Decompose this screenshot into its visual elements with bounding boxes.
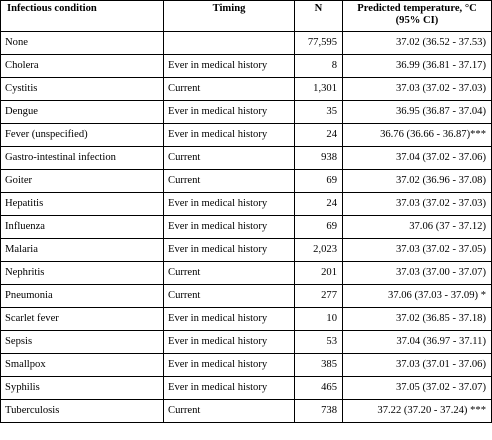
cell-condition: Gastro-intestinal infection [1,147,164,170]
table-row [1,331,492,354]
cell-timing: Current [164,285,295,308]
cell-timing: Ever in medical history [164,354,295,377]
cell-n: 35 [295,101,343,124]
cell-n: 69 [295,216,343,239]
cell-n: 1,301 [295,78,343,101]
table-row [1,400,492,423]
cell-n: 10 [295,308,343,331]
table-row [1,124,492,147]
cell-predicted: 37.03 (37.01 - 37.06) [343,354,492,377]
cell-n: 277 [295,285,343,308]
cell-condition: Tuberculosis [1,400,164,423]
cell-condition: Scarlet fever [1,308,164,331]
cell-timing: Ever in medical history [164,308,295,331]
cell-predicted: 37.03 (37.02 - 37.05) [343,239,492,262]
cell-n: 8 [295,55,343,78]
header-predicted-line1: Predicted temperature, °C [357,3,477,14]
cell-timing: Current [164,400,295,423]
header-n: N [295,1,343,32]
cell-predicted: 37.06 (37 - 37.12) [343,216,492,239]
header-infectious-condition: Infectious condition [1,1,164,32]
cell-timing: Current [164,262,295,285]
cell-n: 938 [295,147,343,170]
table-row [1,147,492,170]
cell-condition: Fever (unspecified) [1,124,164,147]
table-row [1,78,492,101]
table-row [1,285,492,308]
table-row [1,377,492,400]
table-row [1,262,492,285]
cell-predicted: 37.03 (37.02 - 37.03) [343,78,492,101]
cell-n: 24 [295,124,343,147]
cell-timing: Current [164,147,295,170]
cell-n: 69 [295,170,343,193]
cell-predicted: 37.04 (36.97 - 37.11) [343,331,492,354]
cell-predicted: 37.02 (36.85 - 37.18) [343,308,492,331]
table-row [1,216,492,239]
table-row [1,193,492,216]
cell-predicted: 37.05 (37.02 - 37.07) [343,377,492,400]
cell-timing: Ever in medical history [164,377,295,400]
cell-n: 77,595 [295,32,343,55]
cell-predicted: 36.76 (36.66 - 36.87)*** [343,124,492,147]
cell-condition: None [1,32,164,55]
cell-timing: Ever in medical history [164,216,295,239]
header-predicted-line2: (95% CI) [395,15,439,26]
table-body [1,32,492,423]
cell-condition: Sepsis [1,331,164,354]
cell-condition: Pneumonia [1,285,164,308]
header-timing: Timing [164,1,295,32]
table-row [1,170,492,193]
cell-condition: Nephritis [1,262,164,285]
table-header-row [1,1,492,32]
header-predicted-temperature [343,1,492,32]
cell-predicted: 37.03 (37.00 - 37.07) [343,262,492,285]
cell-predicted: 36.99 (36.81 - 37.17) [343,55,492,78]
cell-predicted: 37.02 (36.52 - 37.53) [343,32,492,55]
cell-timing: Ever in medical history [164,193,295,216]
cell-condition: Smallpox [1,354,164,377]
table-row [1,239,492,262]
cell-condition: Cystitis [1,78,164,101]
cell-predicted: 37.22 (37.20 - 37.24) *** [343,400,492,423]
cell-condition: Hepatitis [1,193,164,216]
cell-condition: Influenza [1,216,164,239]
table-row [1,55,492,78]
cell-predicted: 37.03 (37.02 - 37.03) [343,193,492,216]
cell-n: 738 [295,400,343,423]
cell-timing: Current [164,170,295,193]
table-row [1,32,492,55]
cell-timing: Ever in medical history [164,124,295,147]
cell-condition: Goiter [1,170,164,193]
cell-predicted: 37.02 (36.96 - 37.08) [343,170,492,193]
table-row [1,101,492,124]
cell-timing: Current [164,78,295,101]
cell-timing [164,32,295,55]
cell-n: 385 [295,354,343,377]
cell-predicted: 37.06 (37.03 - 37.09) * [343,285,492,308]
cell-timing: Ever in medical history [164,55,295,78]
table-row [1,354,492,377]
cell-n: 24 [295,193,343,216]
cell-condition: Malaria [1,239,164,262]
cell-n: 2,023 [295,239,343,262]
cell-n: 53 [295,331,343,354]
cell-condition: Dengue [1,101,164,124]
cell-condition: Cholera [1,55,164,78]
cell-predicted: 37.04 (37.02 - 37.06) [343,147,492,170]
cell-n: 465 [295,377,343,400]
cell-condition: Syphilis [1,377,164,400]
cell-predicted: 36.95 (36.87 - 37.04) [343,101,492,124]
cell-n: 201 [295,262,343,285]
table-row [1,308,492,331]
cell-timing: Ever in medical history [164,331,295,354]
cell-timing: Ever in medical history [164,101,295,124]
cell-timing: Ever in medical history [164,239,295,262]
